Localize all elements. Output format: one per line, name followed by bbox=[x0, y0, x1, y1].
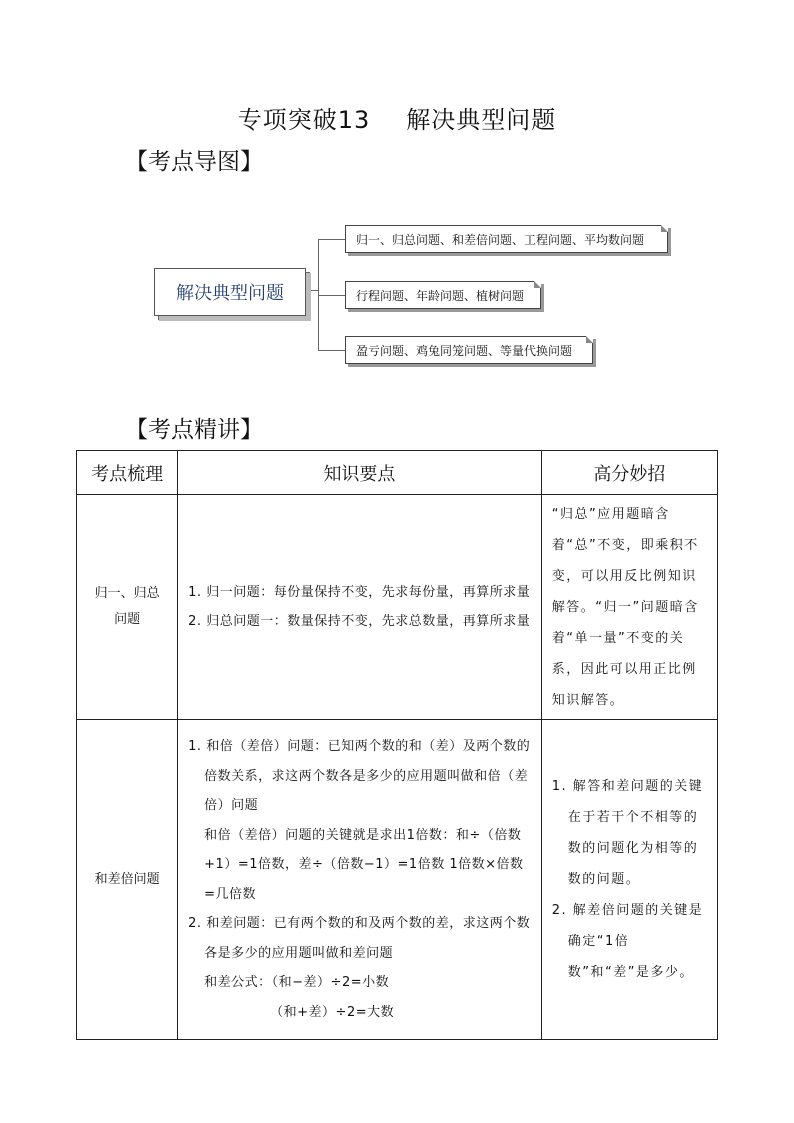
point-detail: 和倍（差倍）问题的关键就是求出1倍数：和÷（倍数+1）=1倍数，差÷（倍数−1）=1倍数 1倍数×倍数=几倍数 bbox=[204, 827, 524, 902]
title-number: 专项突破13 bbox=[237, 106, 371, 134]
tip-text: “归总”应用题暗含着“总”不变，即乘积不变，可以用反比例知识解答。“归一”问题暗含着“单一量”不变的关系，因此可以用正比例知识解答。 bbox=[551, 506, 699, 708]
header-topic: 考点梳理 bbox=[77, 451, 178, 495]
tip-item: 2. 解差倍问题的关键是确定“1倍数”和“差”是多少。 bbox=[551, 903, 704, 980]
mindmap-connector bbox=[318, 295, 345, 296]
topic-text: 问题 bbox=[114, 612, 141, 627]
knowledge-table bbox=[76, 450, 718, 1040]
topic-text: 归一、归总 bbox=[94, 586, 160, 601]
mindmap-root: 解决典型问题 bbox=[154, 268, 306, 316]
mindmap-branch: 归一、归总问题、和差倍问题、工程问题、平均数问题 bbox=[345, 225, 668, 253]
title-topic: 解决典型问题 bbox=[406, 106, 557, 134]
tip-item: 1. 解答和差问题的关键在于若干个不相等的数的问题化为相等的数的问题。 bbox=[551, 779, 704, 887]
table-header-row bbox=[77, 451, 718, 495]
point-item: 2. 归总问题一：数量保持不变，先求总数量，再算所求量 bbox=[188, 614, 531, 629]
mindmap-branch: 盈亏问题、鸡兔同笼问题、等量代换问题 bbox=[345, 336, 593, 364]
point-item: 2. 和差问题：已有两个数的和及两个数的差，求这两个数各是多少的应用题叫做和差问题 bbox=[188, 916, 531, 961]
mindmap-connector bbox=[318, 239, 345, 240]
section-heading-details: 【考点精讲】 bbox=[125, 417, 263, 443]
points-cell bbox=[178, 495, 542, 720]
topic-cell: 和差倍问题 bbox=[77, 720, 178, 1040]
section-heading-mindmap: 【考点导图】 bbox=[125, 149, 263, 175]
point-item: 1. 归一问题：每份量保持不变，先求每份量，再算所求量 bbox=[188, 584, 531, 600]
topic-cell bbox=[77, 495, 178, 720]
formula-line: 和差公式：（和−差）÷2=小数 bbox=[204, 975, 390, 990]
point-item: 1. 和倍（差倍）问题：已知两个数的和（差）及两个数的倍数关系，求这两个数各是多少的应用题叫做和倍（差倍）问题 bbox=[188, 739, 531, 813]
header-points: 知识要点 bbox=[178, 451, 542, 495]
points-cell bbox=[178, 720, 542, 1040]
mindmap-connector bbox=[318, 350, 345, 351]
formula-line: （和+差）÷2=大数 bbox=[270, 1004, 395, 1020]
header-tips: 高分妙招 bbox=[541, 451, 717, 495]
tip-cell bbox=[541, 720, 717, 1040]
table-row bbox=[77, 720, 718, 1040]
mindmap-branch: 行程问题、年龄问题、植树问题 bbox=[345, 281, 541, 309]
tip-cell bbox=[541, 495, 717, 720]
page-title bbox=[0, 100, 794, 135]
table-row bbox=[77, 495, 718, 720]
